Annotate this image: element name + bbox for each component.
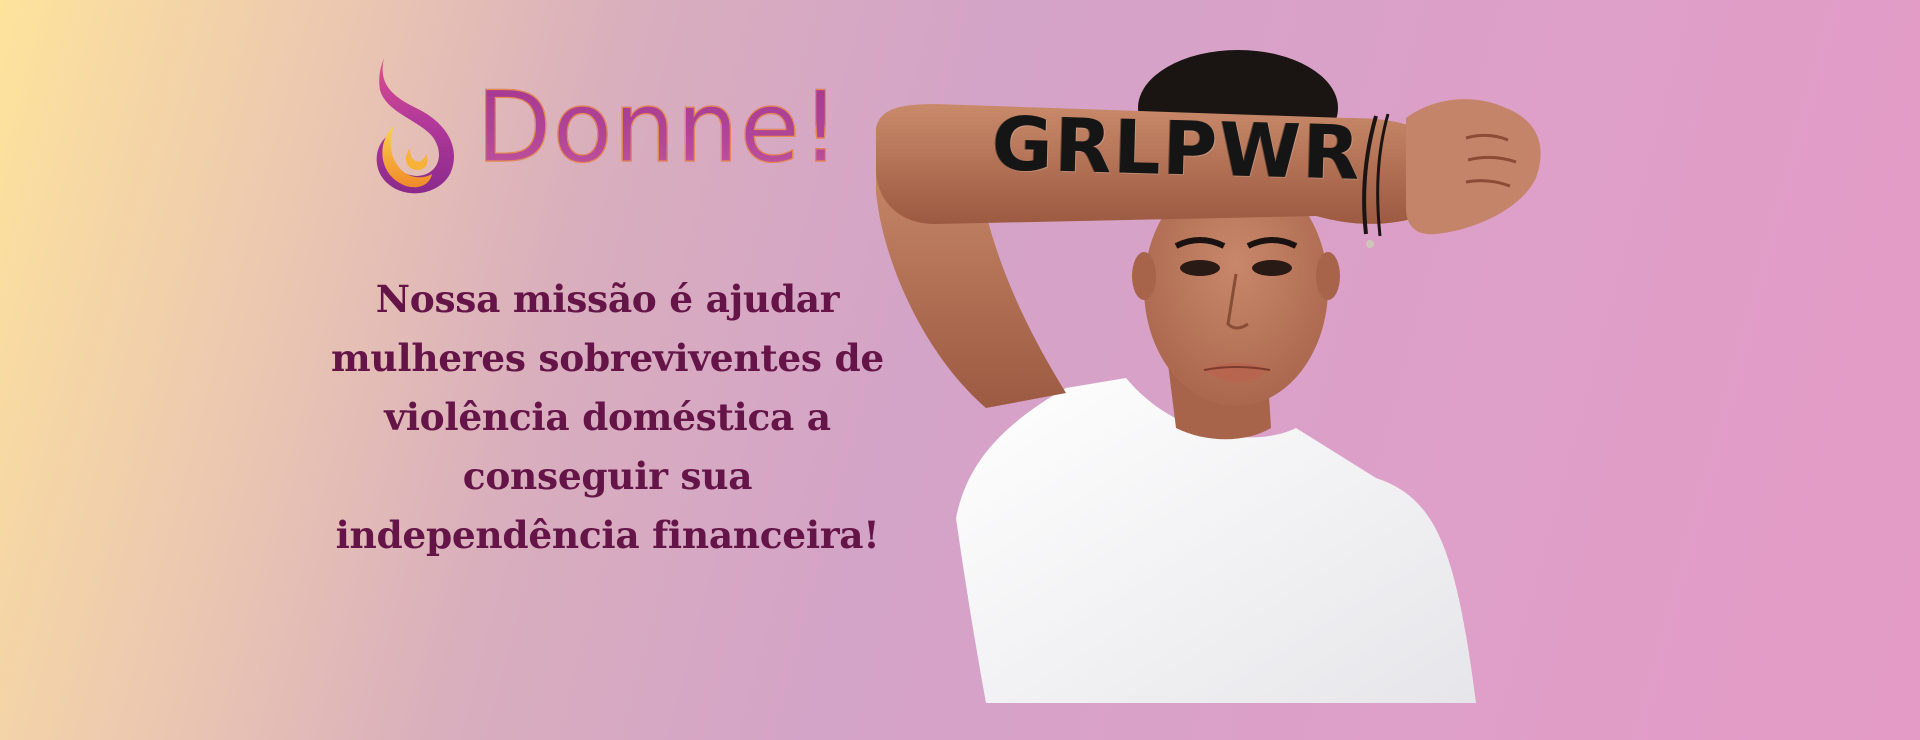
brand-name: Donne! — [476, 68, 841, 188]
mission-statement: Nossa missão é ajudar mulheres sobreviventes de violência doméstica a conseguir sua independência financeira! — [331, 277, 884, 557]
flame-drop-icon — [372, 56, 462, 198]
brand-logo[interactable] — [372, 56, 842, 206]
arm-slogan: GRLPWR — [990, 101, 1363, 197]
hero-photo — [876, 48, 1576, 703]
